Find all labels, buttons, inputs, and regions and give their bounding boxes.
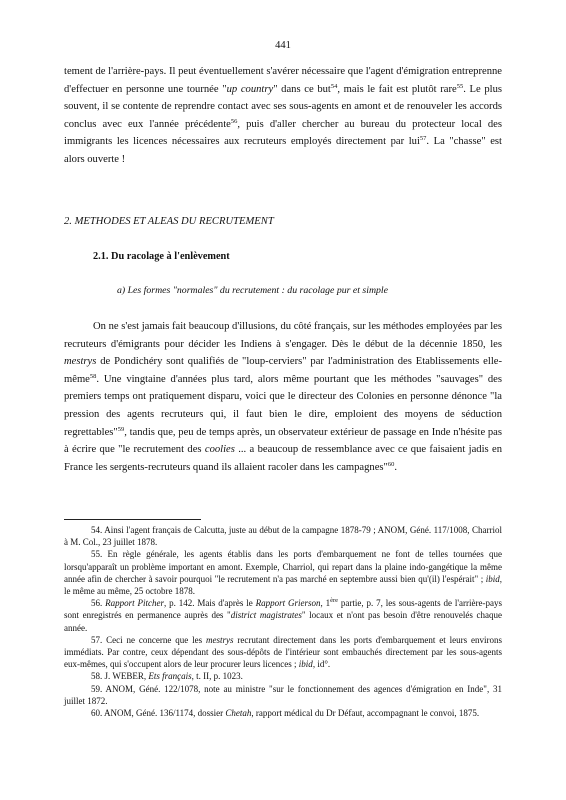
- footnote-55: 55. En règle générale, les agents établis dans les ports d'embarquement ne font de telles tournées que lorsqu'apparaît un problème important en amont. Exemple, Charriol, qui repart dans la plaine indo-gangétique la même année afin de chercher à savoir pourquoi "le recrutement n'a pas marché en septembre aussi bien qu'(il) l'espérait" ; ibid, le même au même, 25 octobre 1878.: [64, 549, 502, 597]
- footnote-56: 56. Rapport Pitcher, p. 142. Mais d'après le Rapport Grierson, 1ère partie, p. 7, les sous-agents de l'arrière-pays sont enregistrés en permanence auprès des "district magistrates" locaux et n'ont pas besoin d'être renouvelés chaque année.: [64, 597, 502, 633]
- footnote-ref: 55: [456, 82, 464, 90]
- footnotes: [64, 524, 502, 719]
- footnote-59: 59. ANOM, Géné. 122/1078, note au ministre "sur le fonctionnement des agences d'émigration en Inde", 31 juillet 1872.: [64, 683, 502, 706]
- body-paragraph-1: tement de l'arrière-pays. Il peut éventuellement s'avérer nécessaire que l'agent d'émigration entreprenne d'effectuer en personne une tournée "up country" dans ce but$^{54}$, mais le fait est plutôt rare$^{55}$. Le plus souvent, il se contente de reprendre contact avec ses sous-agents en amont et de renouveler les accords conclus avec eux l'année précédente$^{56}$, puis d'aller chercher au bureau du protecteur local des immigrants les licences nécessaires aux recruteurs employés directement par lui$^{57}$. La "chasse" est alors ouverte !: [64, 66, 503, 165]
- body-paragraph-2: On ne s'est jamais fait beaucoup d'illusions, du côté français, sur les méthodes employées par les recruteurs d'émigrants pour décider les Indiens à s'engager. Dès le début de la décennie 1850, les mestrys de Pondichéry sont qualifiés de "loup-cerviers" par l'administration des Etablissements elle-même$^{58}$. Une vingtaine d'années plus tard, alors même pourtant que les méthodes "sauvages" des premiers temps ont pratiquement disparu, voici que le directeur des Colonies en personne dénonce "la pression des agents recruteurs qui, il faut bien le dire, emploient des moyens de séduction regrettables"$^{59}$, tandis que, peu de temps après, un observateur extérieur de passage en Inde n'hésite pas à écrire que "le recrutement des coolies ... a beaucoup de ressemblance avec ce que faisaient jadis en France les sergents-recruteurs quand ils allaient racoler dans les campagnes"$^{60}$.: [64, 321, 502, 473]
- footnote-ref: 57: [419, 135, 427, 143]
- footnote-ref: 56: [230, 117, 238, 125]
- subsubsection-heading: a) Les formes "normales" du recrutement : du racolage pur et simple: [117, 285, 388, 296]
- footnote-54: 54. Ainsi l'agent français de Calcutta, juste au début de la campagne 1878-79 ; ANOM, Géné. 117/1008, Charriol à M. Col., 23 juillet 1878.: [64, 525, 502, 548]
- footnote-60: 60. ANOM, Géné. 136/1174, dossier Chetah, rapport médical du Dr Défaut, accompagnant le convoi, 1875.: [91, 708, 480, 719]
- section-heading: 2. METHODES ET ALEAS DU RECRUTEMENT: [64, 216, 274, 227]
- page-number: 441: [275, 40, 291, 51]
- subsection-heading: 2.1. Du racolage à l'enlèvement: [93, 251, 230, 262]
- footnote-ref: 59: [117, 425, 125, 433]
- footnote-separator: [64, 519, 201, 520]
- footnote-58: 58. J. WEBER, Ets français, t. II, p. 1023.: [91, 671, 243, 682]
- footnote-57: 57. Ceci ne concerne que les mestrys recrutant directement dans les ports d'embarquement et leurs environs immédiats. Par contre, ceux dépendant des sous-dépôts de l'intérieur sont embauchés directement par les sous-agents eux-mêmes, qui s'occupent alors de leur procurer leurs licences ; ibid, id°.: [64, 634, 502, 670]
- footnote-ref: 58: [89, 372, 97, 380]
- footnote-ref: 60: [387, 460, 395, 468]
- footnote-ref: 54: [330, 82, 338, 90]
